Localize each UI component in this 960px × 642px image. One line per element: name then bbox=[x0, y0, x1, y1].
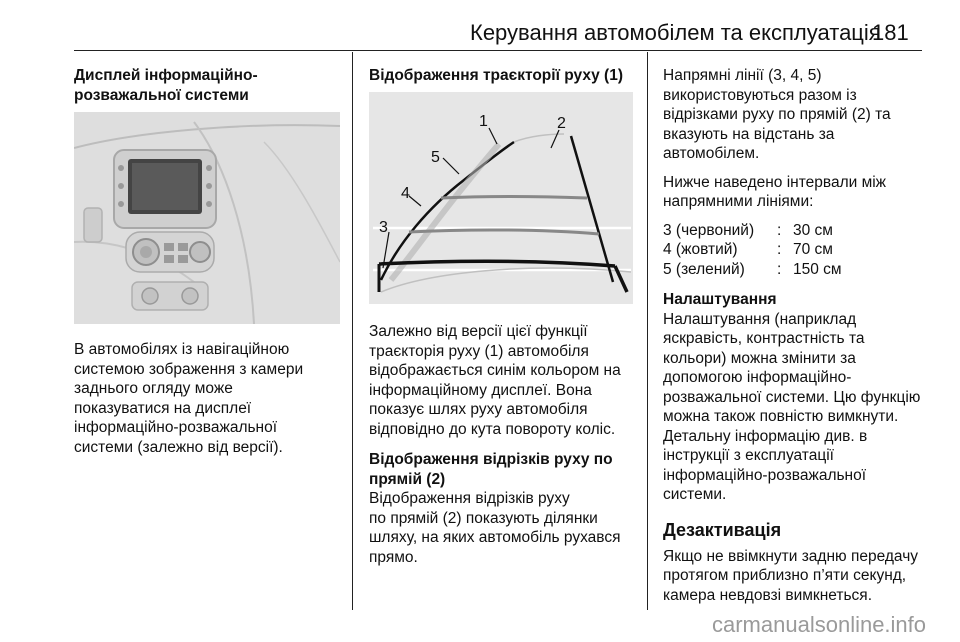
section-heading bbox=[369, 450, 641, 489]
text-line: Налаштування (наприклад bbox=[663, 310, 857, 328]
text-line: відповідно до кута повороту коліс. bbox=[369, 420, 616, 438]
interval-label: 4 (жовтий) bbox=[663, 241, 738, 258]
page-number: 181 bbox=[872, 20, 909, 45]
callout-1: 1 bbox=[479, 113, 488, 130]
text-line: розважальної системи. Цю функцію bbox=[663, 388, 921, 406]
table-row bbox=[663, 221, 931, 241]
text-line: Залежно від версії цієї функції bbox=[369, 323, 588, 340]
text-line: Напрямні лінії (3, 4, 5) bbox=[663, 67, 822, 84]
text-line: по прямій (2) показують ділянки bbox=[369, 509, 598, 527]
text-line: В автомобілях із навігаційною bbox=[74, 341, 290, 358]
interval-sep: : bbox=[777, 221, 782, 239]
heading-line: Відображення відрізків руху по bbox=[369, 451, 613, 468]
text-line: заднього огляду може bbox=[74, 380, 233, 397]
column-1-text bbox=[74, 340, 346, 457]
text-line: Детальну інформацію див. в bbox=[663, 427, 868, 445]
text-line: використовуються разом із bbox=[663, 86, 857, 104]
body-paragraph bbox=[74, 340, 346, 457]
body-paragraph bbox=[663, 310, 931, 505]
text-line: інформаційно-розважальної bbox=[663, 466, 867, 484]
body-paragraph bbox=[663, 66, 931, 164]
callout-2: 2 bbox=[557, 115, 566, 132]
interval-value: 30 см bbox=[793, 221, 833, 239]
section-heading: Дезактивація bbox=[663, 519, 782, 540]
text-line: інформаційному дисплеї. Вона bbox=[369, 381, 592, 399]
column-3 bbox=[663, 66, 931, 605]
text-line: системою зображення з камери bbox=[74, 360, 304, 378]
text-line: траєкторія руху (1) автомобіля bbox=[369, 342, 589, 360]
column-2-text bbox=[369, 322, 641, 567]
text-line: Відображення відрізків руху bbox=[369, 490, 570, 507]
column-1 bbox=[74, 66, 346, 105]
interval-value: 70 см bbox=[793, 241, 833, 258]
callout-3: 3 bbox=[379, 219, 388, 236]
text-line: Нижче наведено інтервали між bbox=[663, 173, 887, 191]
text-line: відрізками руху по прямій (2) та bbox=[663, 106, 891, 123]
interval-label: 5 (зелений) bbox=[663, 260, 745, 278]
body-paragraph bbox=[663, 173, 931, 212]
watermark: carmanualsonline.info bbox=[712, 612, 927, 637]
header-rule bbox=[74, 50, 922, 51]
text-line: камера невдовзі вимкнеться. bbox=[663, 586, 873, 604]
column-2-heading bbox=[369, 66, 641, 86]
section-heading: Налаштування bbox=[663, 291, 777, 308]
column-divider-2 bbox=[647, 52, 648, 610]
text-line: вказують на відстань за bbox=[663, 125, 835, 143]
body-paragraph bbox=[369, 322, 641, 439]
heading-line: прямій (2) bbox=[369, 470, 446, 488]
callout-4: 4 bbox=[401, 185, 410, 202]
text-line: відображається синім кольором на bbox=[369, 362, 621, 379]
guide-line-150cm bbox=[441, 197, 587, 199]
callout-5: 5 bbox=[431, 149, 440, 166]
body-paragraph bbox=[663, 547, 931, 606]
heading-line: розважальної системи bbox=[74, 86, 249, 104]
text-line: системи. bbox=[663, 486, 727, 503]
heading-line: Дисплей інформаційно- bbox=[74, 67, 258, 84]
table-row bbox=[663, 260, 931, 280]
text-line: напрямними лініями: bbox=[663, 193, 814, 210]
body-paragraph bbox=[369, 489, 641, 567]
interval-label: 3 (червоний) bbox=[663, 221, 755, 239]
interval-table bbox=[663, 221, 931, 280]
dashboard-drawing bbox=[74, 112, 340, 324]
text-line: кольори) можна змінити за bbox=[663, 349, 856, 367]
section-heading bbox=[74, 66, 346, 105]
dashboard-illustration bbox=[74, 112, 340, 324]
interval-sep: : bbox=[777, 260, 782, 278]
text-line: інструкції з експлуатації bbox=[663, 447, 834, 464]
section-heading: Відображення траєкторії руху (1) bbox=[369, 67, 623, 84]
interval-sep: : bbox=[777, 241, 782, 258]
text-line: Якщо не ввімкнути задню передачу bbox=[663, 547, 919, 565]
text-line: показуватися на дисплеї bbox=[74, 399, 252, 417]
text-line: автомобілем. bbox=[663, 145, 760, 162]
text-line: яскравість, контрастність та bbox=[663, 330, 865, 347]
text-line: допомогою інформаційно- bbox=[663, 369, 852, 386]
trajectory-diagram bbox=[369, 92, 633, 304]
text-line: системи (залежно від версії). bbox=[74, 438, 283, 456]
interval-value: 150 см bbox=[793, 260, 842, 278]
column-divider-1 bbox=[352, 52, 353, 610]
text-line: прямо. bbox=[369, 548, 418, 566]
text-line: шляху, на яких автомобіль рухався bbox=[369, 529, 621, 546]
table-row bbox=[663, 240, 931, 260]
running-header-title: Керування автомобілем та експлуатація bbox=[470, 20, 881, 45]
text-line: інформаційно-розважальної bbox=[74, 419, 278, 436]
trajectory-drawing bbox=[369, 92, 633, 304]
text-line: протягом приблизно п’яти секунд, bbox=[663, 567, 907, 584]
text-line: можна також повністю вимкнути. bbox=[663, 408, 899, 425]
text-line: показує шлях руху автомобіля bbox=[369, 401, 588, 418]
